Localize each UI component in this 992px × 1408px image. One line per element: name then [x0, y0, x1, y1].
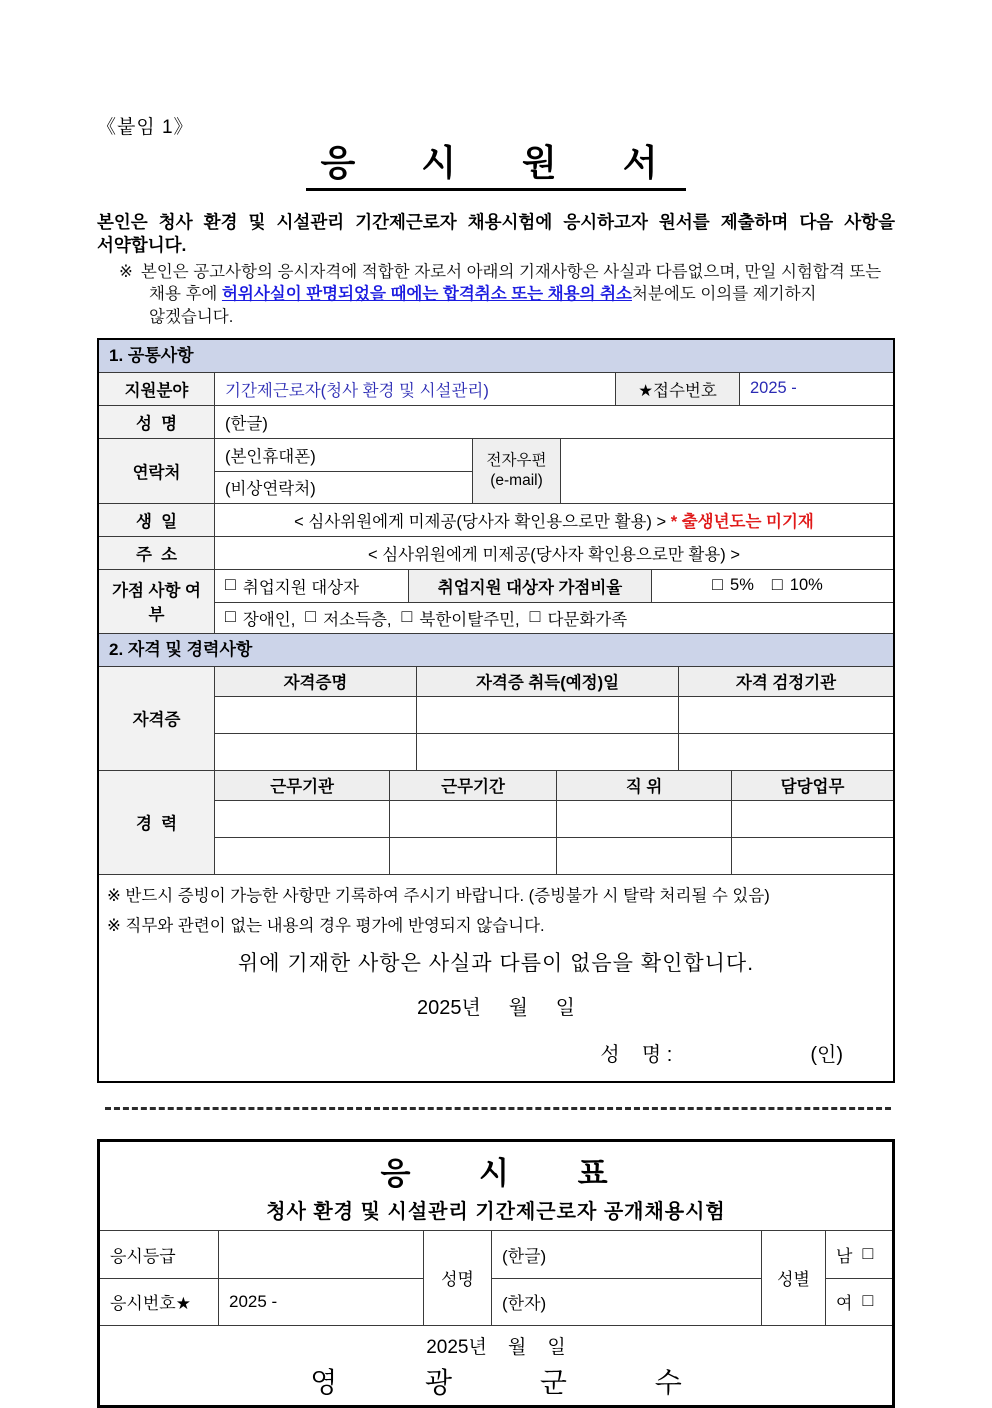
slip-issuer: 영 광 군 수 — [310, 1366, 722, 1398]
address-privacy-note: < 심사위원에게 미제공(당사자 확인용으로만 활용) > — [214, 537, 893, 569]
section1-header: 1. 공통사항 — [99, 340, 893, 373]
ratio-10-option — [772, 575, 823, 596]
license-label: 자격증 — [99, 667, 214, 770]
license-header-row — [215, 667, 893, 696]
license-block — [99, 667, 893, 770]
slip-grade-input[interactable] — [219, 1231, 423, 1278]
slip-title: 응 시 표 — [380, 1155, 638, 1191]
notes-area — [99, 874, 893, 1081]
email-label-line2: (e-mail) — [490, 471, 543, 489]
page-title: 응 시 원 서 — [306, 135, 685, 191]
employment-support-checkbox[interactable]: □ — [225, 574, 236, 595]
category-disabled-label: 장애인, — [242, 610, 296, 629]
section2-header: 2. 자격 및 경력사항 — [99, 633, 893, 667]
slip-gender-label: 성별 — [777, 1270, 810, 1290]
exam-slip-box — [97, 1139, 895, 1408]
pledge-note-post: 처분에도 이의를 제기하지 않겠습니다. — [149, 285, 817, 326]
note-marker: ※ — [119, 263, 133, 282]
slip-date: 2025년 월 일 — [426, 1336, 566, 1358]
slip-footer — [100, 1326, 892, 1405]
email-label-line1: 전자우편 — [486, 451, 547, 469]
application-form-sheet — [97, 0, 895, 1408]
signature-label: 성 명 : — [600, 1043, 673, 1066]
field-value: 기간제근로자(청사 환경 및 시설관리) — [214, 373, 615, 405]
ratio-5-checkbox[interactable]: □ — [712, 574, 724, 595]
seal-placeholder: (인) — [810, 1043, 843, 1066]
birth-privacy-note: < 심사위원에게 미제공(당사자 확인용으로만 활용) > — [294, 512, 671, 531]
category-multicultural-label: 다문화가족 — [547, 610, 628, 629]
address-label: 주 소 — [99, 537, 214, 569]
relevance-note: ※ 직무와 관련이 없는 내용의 경우 평가에 반영되지 않습니다. — [107, 916, 545, 935]
license-name-input[interactable] — [215, 697, 416, 733]
email-input[interactable] — [560, 439, 893, 503]
bonus-categories — [215, 603, 893, 633]
attachment-label: 《붙임 1》 — [97, 117, 194, 138]
slip-male-checkbox[interactable]: □ — [862, 1242, 874, 1263]
slip-name-inputs — [491, 1231, 761, 1325]
slip-number-input[interactable]: 2025 - — [219, 1278, 423, 1325]
email-label — [472, 439, 560, 503]
career-org-header: 근무기관 — [215, 771, 389, 800]
license-name-header: 자격증명 — [215, 667, 416, 696]
pledge-note — [97, 261, 895, 328]
career-position-input[interactable] — [556, 801, 731, 837]
category-defector-label: 북한이탈주민, — [419, 610, 520, 629]
career-block — [99, 770, 893, 874]
application-form-box — [97, 338, 895, 1083]
employment-support-label: 취업지원 대상자 — [242, 578, 360, 597]
career-org-input[interactable] — [215, 801, 389, 837]
address-row — [99, 536, 893, 569]
license-agency-input[interactable] — [678, 697, 893, 733]
slip-male-option — [826, 1231, 892, 1278]
receipt-number-input[interactable]: 2025 - — [739, 373, 893, 405]
slip-female-checkbox[interactable]: □ — [862, 1290, 874, 1311]
career-duty-input[interactable] — [731, 838, 893, 874]
slip-name-korean-input[interactable]: (한글) — [502, 1246, 547, 1266]
application-date: 2025년 월 일 — [416, 996, 576, 1019]
pledge-note-emphasis: 허위사실이 판명되었을 때에는 합격취소 또는 채용의 취소 — [221, 285, 632, 304]
license-agency-input[interactable] — [678, 734, 893, 770]
slip-female-option — [826, 1278, 892, 1325]
bonus-row-2 — [215, 602, 893, 633]
slip-female-label: 여 — [836, 1294, 853, 1314]
career-position-input[interactable] — [556, 838, 731, 874]
slip-label-column — [100, 1231, 218, 1325]
license-agency-header: 자격 검정기관 — [678, 667, 893, 696]
ratio-10-label: 10% — [789, 576, 823, 595]
license-date-input[interactable] — [416, 734, 678, 770]
receipt-number-label: ★접수번호 — [615, 373, 739, 405]
ratio-5-option — [712, 575, 754, 596]
birth-row — [99, 503, 893, 536]
license-date-input[interactable] — [416, 697, 678, 733]
slip-name-column — [423, 1231, 491, 1325]
category-disabled-option — [225, 606, 295, 630]
slip-name-label: 성명 — [441, 1270, 474, 1290]
name-label: 성 명 — [99, 406, 214, 438]
category-disabled-checkbox[interactable]: □ — [225, 606, 236, 627]
birth-value — [214, 504, 893, 536]
contact-row — [99, 438, 893, 503]
category-lowincome-label: 저소득층, — [323, 610, 392, 629]
license-name-input[interactable] — [215, 734, 416, 770]
contact-label: 연락처 — [99, 439, 214, 503]
evidence-note: ※ 반드시 증빙이 가능한 사항만 기록하여 주시기 바랍니다. (증빙불가 시 탈락 처리될 수 있음) — [107, 886, 770, 905]
category-defector-checkbox[interactable]: □ — [401, 606, 413, 627]
birth-warning: * 출생년도는 미기재 — [670, 512, 814, 531]
category-lowincome-option — [305, 606, 391, 630]
ratio-10-checkbox[interactable]: □ — [771, 574, 783, 595]
career-position-header: 직 위 — [556, 771, 731, 800]
signature-line — [107, 1038, 885, 1067]
bonus-row-1 — [215, 570, 893, 602]
dashed-separator — [105, 1107, 891, 1110]
slip-number-label: 응시번호★ — [100, 1278, 218, 1325]
slip-value-column — [218, 1231, 423, 1325]
bonus-ratio-header: 취업지원 대상자 가점비율 — [408, 570, 651, 602]
career-org-input[interactable] — [215, 838, 389, 874]
slip-male-label: 남 — [836, 1246, 853, 1266]
phone-primary-input[interactable]: (본인휴대폰) — [225, 447, 316, 466]
slip-gender-column — [761, 1231, 825, 1325]
name-row — [99, 405, 893, 438]
career-period-header: 근무기간 — [389, 771, 556, 800]
ratio-5-label: 5% — [730, 576, 754, 595]
category-defector-option — [402, 606, 520, 630]
license-date-header: 자격증 취득(예정)일 — [416, 667, 678, 696]
career-label: 경 력 — [99, 771, 214, 874]
slip-grade-label: 응시등급 — [110, 1246, 176, 1266]
category-lowincome-checkbox[interactable]: □ — [305, 606, 317, 627]
name-korean-input[interactable]: (한글) — [214, 406, 893, 438]
career-period-input[interactable] — [389, 801, 556, 837]
license-row-2 — [215, 733, 893, 770]
pledge-intro: 본인은 청사 환경 및 시설관리 기간제근로자 채용시험에 응시하고자 원서를 제출하며 다음 사항을 서약합니다. — [97, 212, 895, 256]
bonus-block — [99, 569, 893, 633]
pledge-note-pre: 본인은 공고사항의 응시자격에 적합한 자로서 아래의 기재사항은 사실과 다름없으며, 만일 시험합격 또는 채용 후에 — [140, 263, 882, 304]
slip-gender-options — [825, 1231, 892, 1325]
slip-name-hanja-input[interactable]: (한자) — [492, 1278, 761, 1325]
career-header-row — [215, 771, 893, 800]
career-row-2 — [215, 837, 893, 874]
confirmation-statement: 위에 기재한 사항은 사실과 다름이 없음을 확인합니다. — [237, 951, 755, 975]
contact-phones — [214, 439, 472, 503]
category-multicultural-option — [530, 606, 628, 630]
slip-table — [100, 1230, 892, 1326]
license-row-1 — [215, 696, 893, 733]
slip-subtitle: 청사 환경 및 시설관리 기간제근로자 공개채용시험 — [266, 1200, 726, 1223]
employment-support-option — [215, 570, 408, 602]
career-duty-header: 담당업무 — [731, 771, 893, 800]
career-duty-input[interactable] — [731, 801, 893, 837]
birth-label: 생 일 — [99, 504, 214, 536]
field-row — [99, 373, 893, 405]
category-multicultural-checkbox[interactable]: □ — [529, 606, 541, 627]
career-row-1 — [215, 800, 893, 837]
bonus-ratio-options — [651, 570, 893, 602]
bonus-label: 가점 사항 여부 — [99, 570, 214, 633]
career-period-input[interactable] — [389, 838, 556, 874]
phone-emergency-input[interactable]: (비상연락처) — [215, 471, 472, 503]
field-label: 지원분야 — [99, 373, 214, 405]
